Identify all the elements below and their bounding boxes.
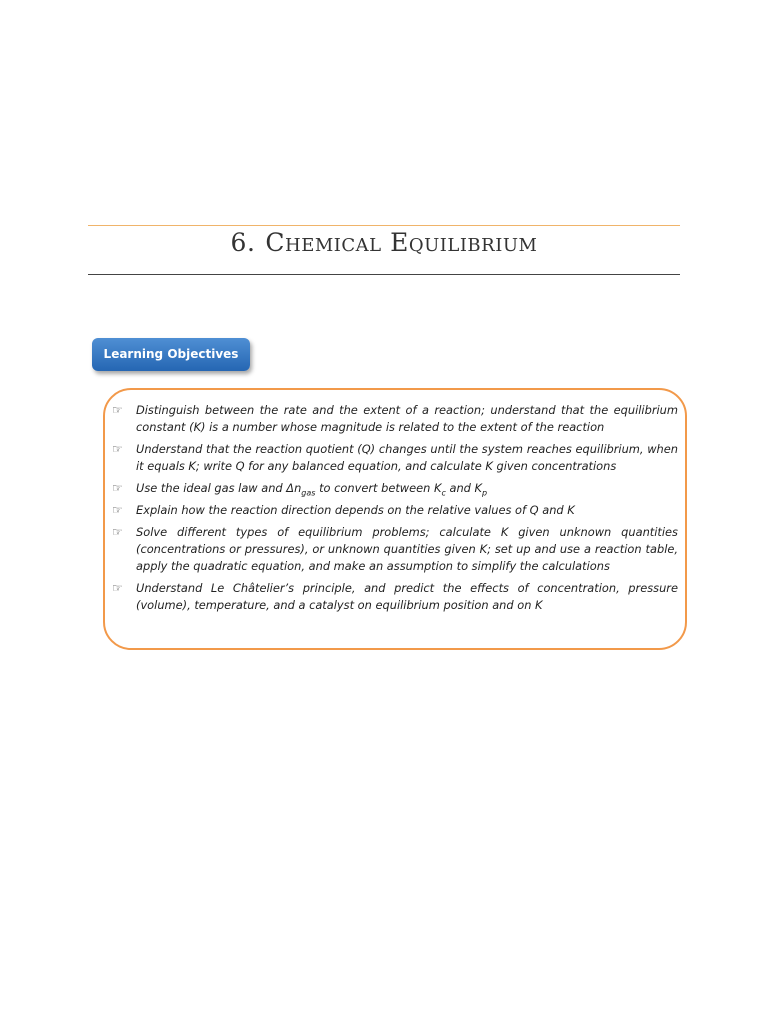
objective-item (108, 502, 678, 519)
chapter-number: 6. (230, 228, 256, 257)
title-top-rule (88, 225, 680, 226)
objective-item (108, 580, 678, 614)
objective-subscript: gas (301, 488, 316, 498)
objective-subscript: c (441, 488, 446, 498)
objective-text: and K (445, 481, 483, 495)
pointing-hand-icon: ☞ (112, 503, 123, 517)
objective-item (108, 441, 678, 475)
pointing-hand-icon: ☞ (112, 525, 123, 539)
objectives-list (108, 402, 678, 619)
objective-text: Explain how the reaction direction depends on the relative values of Q and K (136, 503, 575, 517)
chapter-name: Chemical Equilibrium (265, 228, 538, 257)
objective-text: Use the ideal gas law and Δn (136, 481, 302, 495)
objective-item (108, 480, 678, 497)
objective-text: to convert between K (315, 481, 442, 495)
pointing-hand-icon: ☞ (112, 481, 123, 495)
pointing-hand-icon: ☞ (112, 403, 123, 417)
pointing-hand-icon: ☞ (112, 442, 123, 456)
chapter-title (88, 228, 680, 258)
objective-subscript: p (482, 488, 488, 498)
objective-item (108, 402, 678, 436)
objective-text: Understand that the reaction quotient (Q) changes until the system reaches equilibrium, when it equals K; write Q for any balanced equation, and calculate K given concentrations (136, 442, 678, 473)
pointing-hand-icon: ☞ (112, 581, 123, 595)
objective-item (108, 524, 678, 575)
objective-text: Distinguish between the rate and the extent of a reaction; understand that the equilibrium constant (K) is a number whose magnitude is related to the extent of the reaction (136, 403, 678, 434)
title-bottom-rule (88, 274, 680, 275)
objective-text: Solve different types of equilibrium problems; calculate K given unknown quantities (concentrations or pressures), or unknown quantities given K; set up and use a reaction table, apply the quadratic equation, and make an assumption to simplify the calculations (136, 525, 678, 573)
objective-text: Understand Le Châtelier’s principle, and predict the effects of concentration, pressure (volume), temperature, and a catalyst on equilibrium position and on K (136, 581, 678, 612)
learning-objectives-badge: Learning Objectives (92, 338, 250, 371)
